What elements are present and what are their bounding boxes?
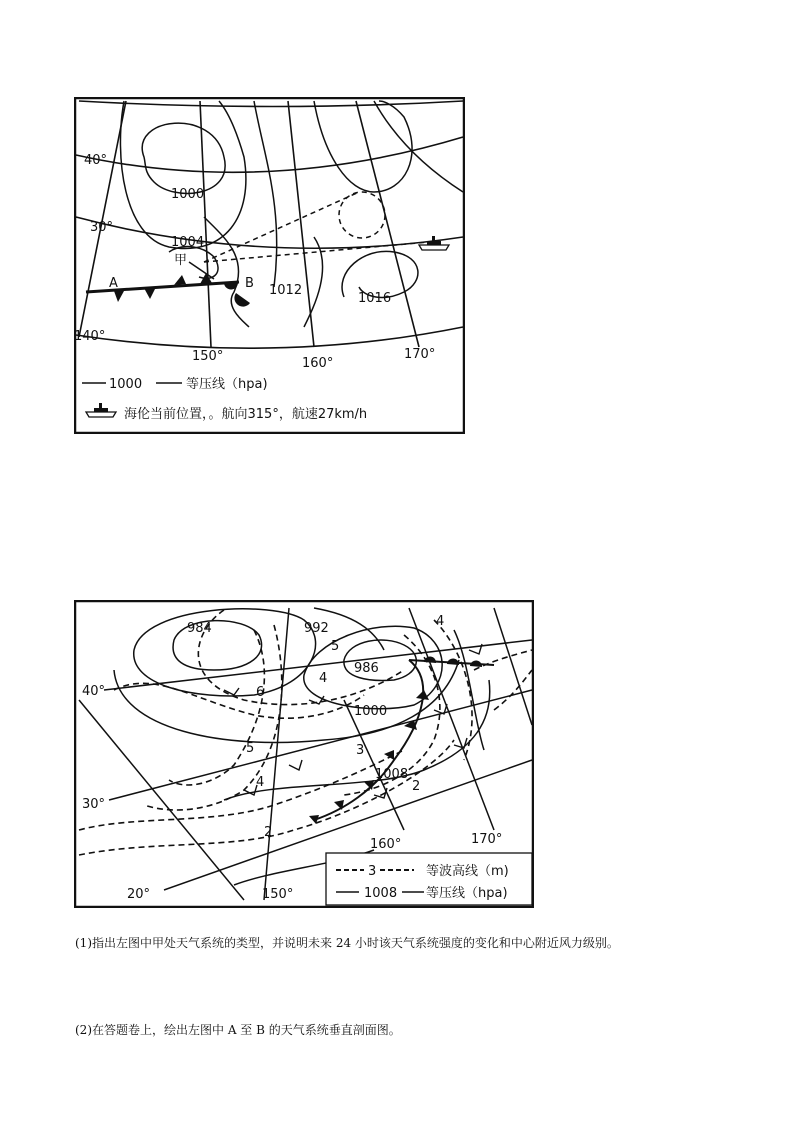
map2-wave-label-5b: 5: [246, 741, 255, 756]
map2-isobar-984: 984: [187, 621, 212, 636]
map1-lon-140: 140°: [74, 329, 106, 344]
map2-legend-isobar-text: 等压线（hpa): [426, 886, 508, 901]
map2-isobar-1000: 1000: [354, 704, 388, 719]
map2-lat-20: 20°: [127, 887, 151, 902]
map2-wave-label-4b: 4: [256, 775, 265, 790]
map1-lat-30: 30°: [90, 220, 114, 235]
map2-lon-160: 160°: [370, 837, 402, 852]
map2-lon-170: 170°: [471, 832, 503, 847]
map1-lon-160: 160°: [302, 356, 334, 371]
map1-isobar-1004: 1004: [171, 235, 205, 250]
map1-lat-40: 40°: [84, 153, 108, 168]
point-b-label: B: [245, 276, 254, 291]
map2-lon-150: 150°: [262, 887, 294, 902]
weather-map-1: [74, 97, 465, 434]
map1-lon-170: 170°: [404, 347, 436, 362]
point-a-label: A: [109, 276, 118, 291]
system-jia-label: 甲: [174, 253, 188, 268]
map2-wave-label-2b: 2: [412, 779, 421, 794]
map2-legend-isobar-value: 1008: [364, 886, 398, 901]
map2-wave-label-6: 6: [256, 685, 265, 700]
question-1: (1)指出左图中甲处天气系统的类型，并说明未来 24 小时该天气系统强度的变化和中心附近风力级别。: [75, 936, 619, 950]
question-2: (2)在答题卷上，绘出左图中 A 至 B 的天气系统垂直剖面图。: [75, 1023, 401, 1037]
map1-lon-150: 150°: [192, 349, 224, 364]
map2-legend-wave-value: 3: [368, 864, 377, 879]
map2-lat-40: 40°: [82, 684, 106, 699]
map2-wave-label-4c: 4: [436, 614, 445, 629]
map2-wave-label-2a: 2: [264, 825, 273, 840]
map1-isobar-1012: 1012: [269, 283, 303, 298]
map2-legend-wave-text: 等波高线（m): [426, 864, 509, 879]
map1-isobar-1000: 1000: [171, 187, 205, 202]
map2-lat-30: 30°: [82, 797, 106, 812]
weather-map-2: [74, 600, 534, 908]
map1-legend-ship-text: 海伦当前位置，。航向315°，航速27km/h: [124, 407, 368, 422]
map2-isobar-992: 992: [304, 621, 329, 636]
map1-legend-isobar-value: 1000: [109, 377, 143, 392]
map2-wave-label-3: 3: [356, 743, 365, 758]
map2-wave-label-5a: 5: [331, 639, 340, 654]
map2-isobar-986: 986: [354, 661, 379, 676]
map1-legend-isobar-text: 等压线（hpa): [186, 377, 268, 392]
map1-isobar-1016: 1016: [358, 291, 392, 306]
map2-wave-label-4a: 4: [319, 671, 328, 686]
map2-isobar-1008: 1008: [375, 767, 409, 782]
